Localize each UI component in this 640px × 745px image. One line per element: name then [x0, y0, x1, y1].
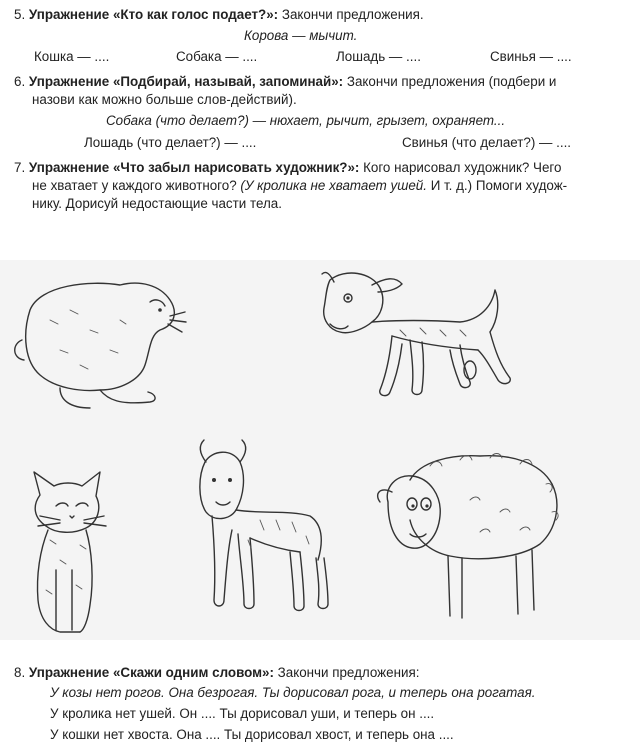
exercise-6-instruction-2: назови как можно больше слов-действий).	[32, 92, 297, 107]
exercise-5-heading	[14, 6, 424, 23]
exercise-7-line-2-italic: (У кролика не хватает ушей.	[240, 178, 427, 193]
exercise-5-number: 5.	[14, 7, 26, 22]
exercise-8-example: У козы нет рогов. Она безрогая. Ты дорисовал рога, и теперь она рогатая.	[50, 685, 536, 700]
exercise-7-line-2	[32, 177, 567, 194]
exercise-7-number: 7.	[14, 160, 26, 175]
exercise-6-item-pig: Свинья (что делает?) — ....	[402, 135, 572, 150]
exercise-5-item-cat: Кошка — ....	[34, 49, 110, 64]
exercise-7-heading	[14, 159, 561, 176]
exercise-6-example: Собака (что делает?) — нюхает, рычит, грызет, охраняет...	[106, 113, 506, 128]
exercise-7-title: Упражнение «Что забыл нарисовать художник?»:	[28, 160, 360, 175]
exercise-6-heading	[14, 73, 556, 90]
exercise-7-line-2-start: не хватает у каждого животного?	[32, 178, 241, 193]
exercise-5-item-horse: Лошадь — ....	[336, 49, 421, 64]
exercise-8-instruction: Закончи предложения:	[273, 665, 420, 680]
exercise-7-line-3: нику. Дорисуй недостающие части тела.	[32, 196, 282, 211]
illustration-background	[0, 260, 640, 640]
exercise-6-instruction-1: Закончи предложения (подбери и	[343, 74, 557, 89]
exercise-5-title: Упражнение «Кто как голос подает?»:	[28, 7, 279, 22]
exercise-6-item-horse: Лошадь (что делает?) — ....	[84, 135, 257, 150]
exercise-8-heading	[14, 664, 419, 681]
exercise-5-example: Корова — мычит.	[244, 28, 358, 43]
exercise-8-line-cat: У кошки нет хвоста. Она .... Ты дорисовал хвост, и теперь она ....	[50, 727, 454, 742]
exercise-5-item-pig: Свинья — ....	[490, 49, 572, 64]
exercise-7-line-2-end: И т. д.) Помоги худож-	[426, 178, 568, 193]
exercise-5-item-dog: Собака — ....	[176, 49, 258, 64]
exercise-6-number: 6.	[14, 74, 26, 89]
exercise-8-line-rabbit: У кролика нет ушей. Он .... Ты дорисовал уши, и теперь он ....	[50, 706, 435, 721]
exercise-8-number: 8.	[14, 665, 26, 680]
animals-illustration	[0, 240, 640, 660]
exercise-7-line-1: Кого нарисовал художник? Чего	[359, 160, 562, 175]
exercise-5-instruction: Закончи предложения.	[278, 7, 424, 22]
exercise-6-title: Упражнение «Подбирай, называй, запоминай»:	[28, 74, 344, 89]
exercise-8-title: Упражнение «Скажи одним словом»:	[28, 665, 274, 680]
